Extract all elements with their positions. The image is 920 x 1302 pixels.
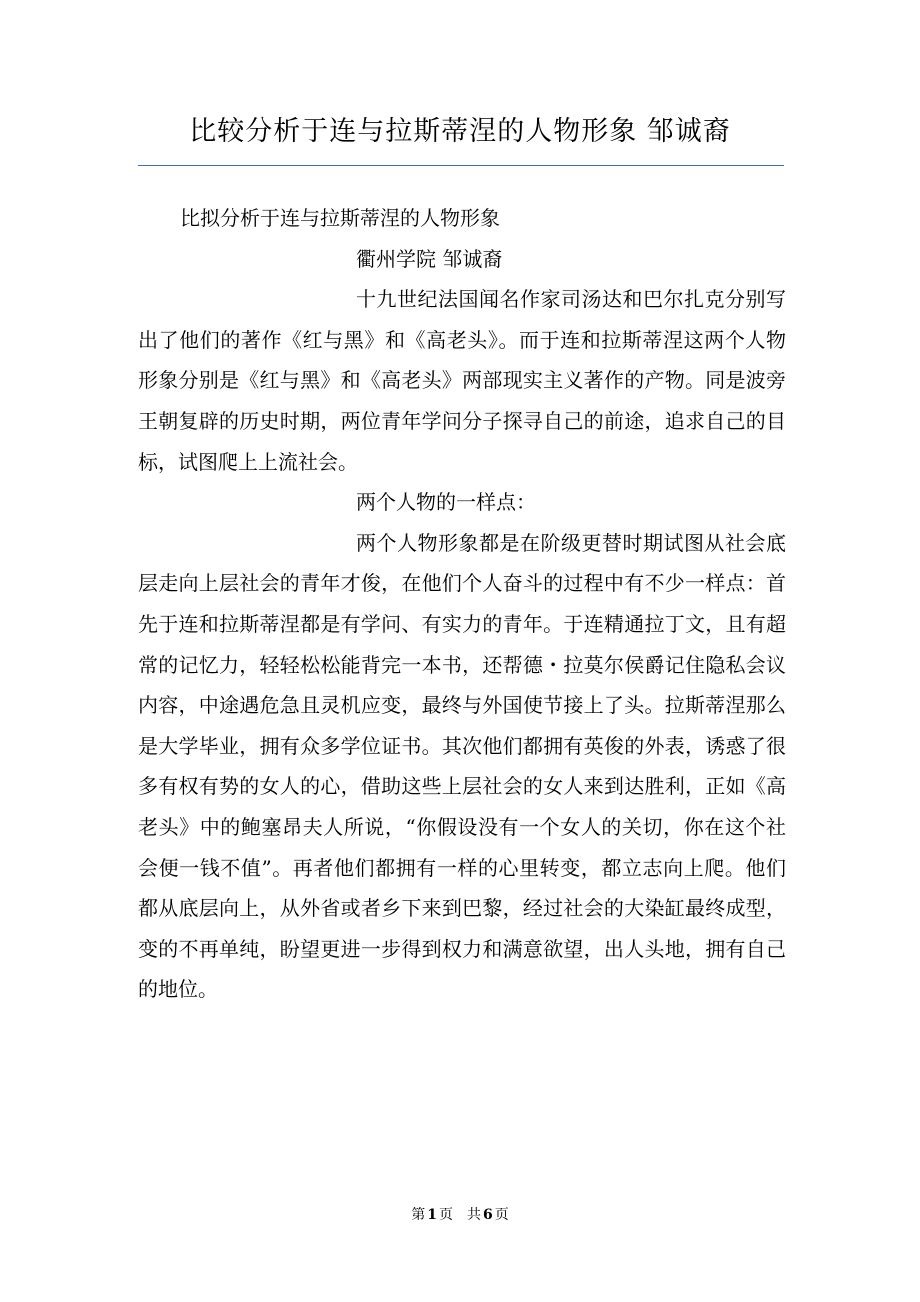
- page-footer: [0, 1205, 920, 1225]
- document-subtitle: 比拟分析于连与拉斯蒂涅的人物形象: [180, 206, 500, 230]
- header-divider: [138, 165, 784, 166]
- footer-current-page: 1: [427, 1207, 437, 1223]
- author-line: 衢州学院 邹诚裔: [356, 246, 503, 271]
- footer-prefix: 第: [411, 1207, 426, 1223]
- footer-total-prefix: 共: [467, 1207, 481, 1223]
- footer-page-suffix: 页: [439, 1207, 453, 1223]
- document-body: [138, 198, 786, 1010]
- section-heading: 两个人物的一样点：: [356, 490, 536, 515]
- page-header-title: 比较分析于连与拉斯蒂涅的人物形象 邹诚裔: [189, 116, 731, 147]
- footer-total-pages: 6: [483, 1207, 493, 1223]
- footer-total-suffix: 页: [494, 1207, 509, 1223]
- paragraph-similarities: 两个人物形象都是在阶级更替时期试图从社会底层走向上层社会的青年才俊，在他们个人奋斗的过程中有不少一样点：首先于连和拉斯蒂涅都是有学问、有实力的青年。于连精通拉丁文，且有超常的记忆力，轻轻松松能背完一本书，还帮德・拉莫尔侯爵记住隐私会议内容，中途遇危急且灵机应变，最终与外国使节接上了头。拉斯蒂涅那么是大学毕业，拥有众多学位证书。其次他们都拥有英俊的外表，诱惑了很多有权有势的女人的心，借助这些上层社会的女人来到达胜利，正如《高老头》中的鲍塞昂夫人所说，“你假设没有一个女人的关切，你在这个社会便一钱不值”。再者他们都拥有一样的心里转变，都立志向上爬。他们都从底层向上，从外省或者乡下来到巴黎，经过社会的大染缸最终成型，变的不再单纯，盼望更进一步得到权力和满意欲望，出人头地，拥有自己的地位。: [138, 530, 786, 1002]
- paragraph-intro: 十九世纪法国闻名作家司汤达和巴尔扎克分别写出了他们的著作《红与黑》和《高老头》。而于连和拉斯蒂涅这两个人物形象分别是《红与黑》和《高老头》两部现实主义著作的产物。同是波旁王朝复辟的历史时期，两位青年学问分子探寻自己的前途，追求自己的目标，试图爬上上流社会。: [138, 287, 786, 474]
